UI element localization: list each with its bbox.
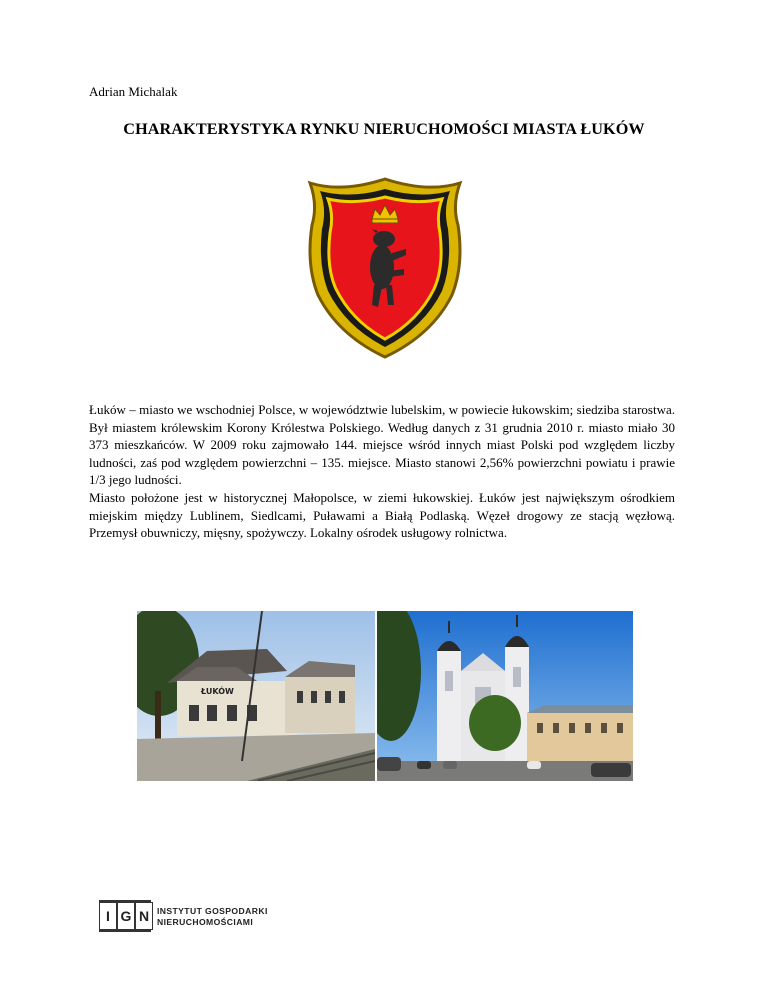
author-name: Adrian Michalak [89,84,178,99]
logo-letter-i: I [99,902,117,930]
logo-letter-n: N [135,902,153,930]
railway-station-photo [137,611,375,781]
ign-logo [99,900,329,936]
coat-of-arms-bear-crown-icon [302,175,468,360]
paragraph-location: Miasto położone jest w historycznej Małopolsce, w ziemi łukowskiej. Łuków jest największym ośrodkiem miejskim między Lublinem, Siedlcami, Puławami a Białą Podlaską. Węzeł drogowy ze stacją węzłową. Przemysł obuwniczy, mięsny, spożywczy. Lokalny ośrodek usługowy rolnictwa. [89,489,675,541]
church-photo [377,611,633,781]
logo-letter-g: G [117,902,135,930]
logo-bottom-rule [99,930,151,932]
logo-line-1: INSTYTUT GOSPODARKI [157,906,268,916]
station-sign: ŁUKÓW [201,687,234,696]
paragraph-intro: Łuków – miasto we wschodniej Polsce, w województwie lubelskim, w powiecie łukowskim; siedziba starostwa. Był miastem królewskim Korony Królestwa Polskiego. Według danych z 31 grudnia 2010 r. miasto miało 30 373 mieszkańców. W 2009 roku zajmowało 144. miejsce wśród innych miast Polski pod względem liczby ludności, zaś pod względem powierzchni – 135. miejsce. Miasto stanowi 2,56% powierzchni powiatu i prawie 1/3 jego ludności. [89,402,675,488]
document-title: CHARAKTERYSTYKA RYNKU NIERUCHOMOŚCI MIASTA ŁUKÓW [123,120,645,138]
body-text [89,401,675,542]
logo-line-2: NIERUCHOMOŚCIAMI [157,917,254,927]
